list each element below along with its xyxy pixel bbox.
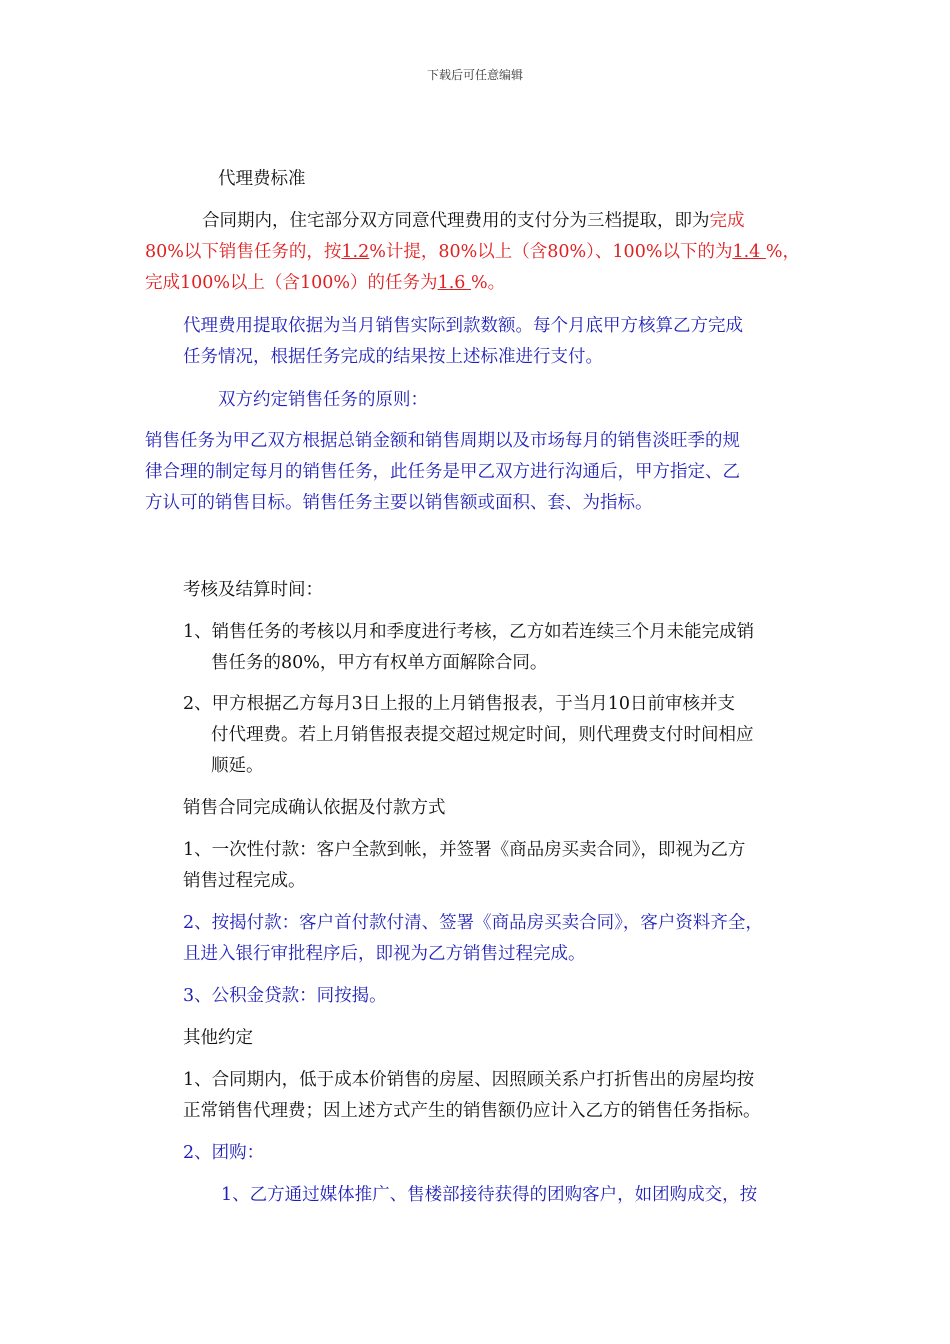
- assessment-item-2-line-3: 顺延。: [211, 756, 264, 776]
- other-item-2: 2、团购：: [183, 1143, 265, 1163]
- confirmation-item-2-line-2: 且进入银行审批程序后，即视为乙方销售过程完成。: [183, 944, 586, 964]
- confirmation-item-2-line-1: 2、按揭付款：客户首付款付清、签署《商品房买卖合同》，客户资料齐全，: [183, 913, 763, 933]
- principle-line-1: 销售任务为甲乙双方根据总销金额和销售周期以及市场每月的销售淡旺季的规: [145, 431, 740, 451]
- other-sub-item-1-line-1: 1、乙方通过媒体推广、售楼部接待获得的团购客户，如团购成交，按: [221, 1185, 758, 1205]
- section-title-confirmation: 销售合同完成确认依据及付款方式: [183, 798, 446, 818]
- fee-line1-text: 合同期内，住宅部分双方同意代理费用的支付分为三档提取，即为: [202, 211, 710, 231]
- section-title-principle: 双方约定销售任务的原则：: [218, 390, 428, 410]
- rate-1-6: 1.6: [437, 273, 471, 293]
- principle-line-2: 律合理的制定每月的销售任务，此任务是甲乙双方进行沟通后，甲方指定、乙: [145, 462, 740, 482]
- section-title-other: 其他约定: [183, 1028, 253, 1048]
- assessment-item-1-line-2: 售任务的80%，甲方有权单方面解除合同。: [211, 653, 548, 673]
- rate-1-4: 1.4: [732, 242, 766, 262]
- fee-standard-line-3: [145, 268, 505, 299]
- rate-1-2: 1.2: [341, 242, 370, 262]
- fee-line3-b: %。: [470, 273, 506, 293]
- basis-line-2: 任务情况，根据任务完成的结果按上述标准进行支付。: [183, 347, 603, 367]
- assessment-item-1-line-1: 1、销售任务的考核以月和季度进行考核，乙方如若连续三个月未能完成销: [183, 622, 755, 642]
- fee-line2-c: %，: [765, 242, 800, 262]
- confirmation-item-1-line-2: 销售过程完成。: [183, 871, 306, 891]
- fee-standard-line-2: [145, 237, 800, 268]
- confirmation-item-1-line-1: 1、一次性付款：客户全款到帐，并签署《商品房买卖合同》，即视为乙方: [183, 840, 746, 860]
- fee-line2-b: %计提，80%以上（含80%）、100%以下的为: [369, 242, 733, 262]
- assessment-item-2-line-2: 付代理费。若上月销售报表提交超过规定时间，则代理费支付时间相应: [211, 725, 754, 745]
- basis-line-1: 代理费用提取依据为当月销售实际到款数额。每个月底甲方核算乙方完成: [183, 316, 743, 336]
- page-header: 下载后可任意编辑: [426, 68, 523, 82]
- section-title-fee-standard: 代理费标准: [218, 169, 306, 189]
- principle-line-3: 方认可的销售目标。销售任务主要以销售额或面积、套、为指标。: [145, 493, 653, 513]
- fee-line1-red: 完成: [709, 211, 745, 231]
- section-title-assessment: 考核及结算时间：: [183, 580, 323, 600]
- fee-standard-line-1: [202, 206, 745, 237]
- assessment-item-2-line-1: 2、甲方根据乙方每月3日上报的上月销售报表，于当月10日前审核并支: [183, 694, 736, 714]
- other-item-1-line-1: 1、合同期内，低于成本价销售的房屋、因照顾关系户打折售出的房屋均按: [183, 1070, 755, 1090]
- fee-line3-a: 完成100%以上（含100%）的任务为: [145, 273, 438, 293]
- fee-line2-a: 80%以下销售任务的，按: [145, 242, 342, 262]
- confirmation-item-3: 3、公积金贷款：同按揭。: [183, 986, 387, 1006]
- other-item-1-line-2: 正常销售代理费；因上述方式产生的销售额仍应计入乙方的销售任务指标。: [183, 1101, 761, 1121]
